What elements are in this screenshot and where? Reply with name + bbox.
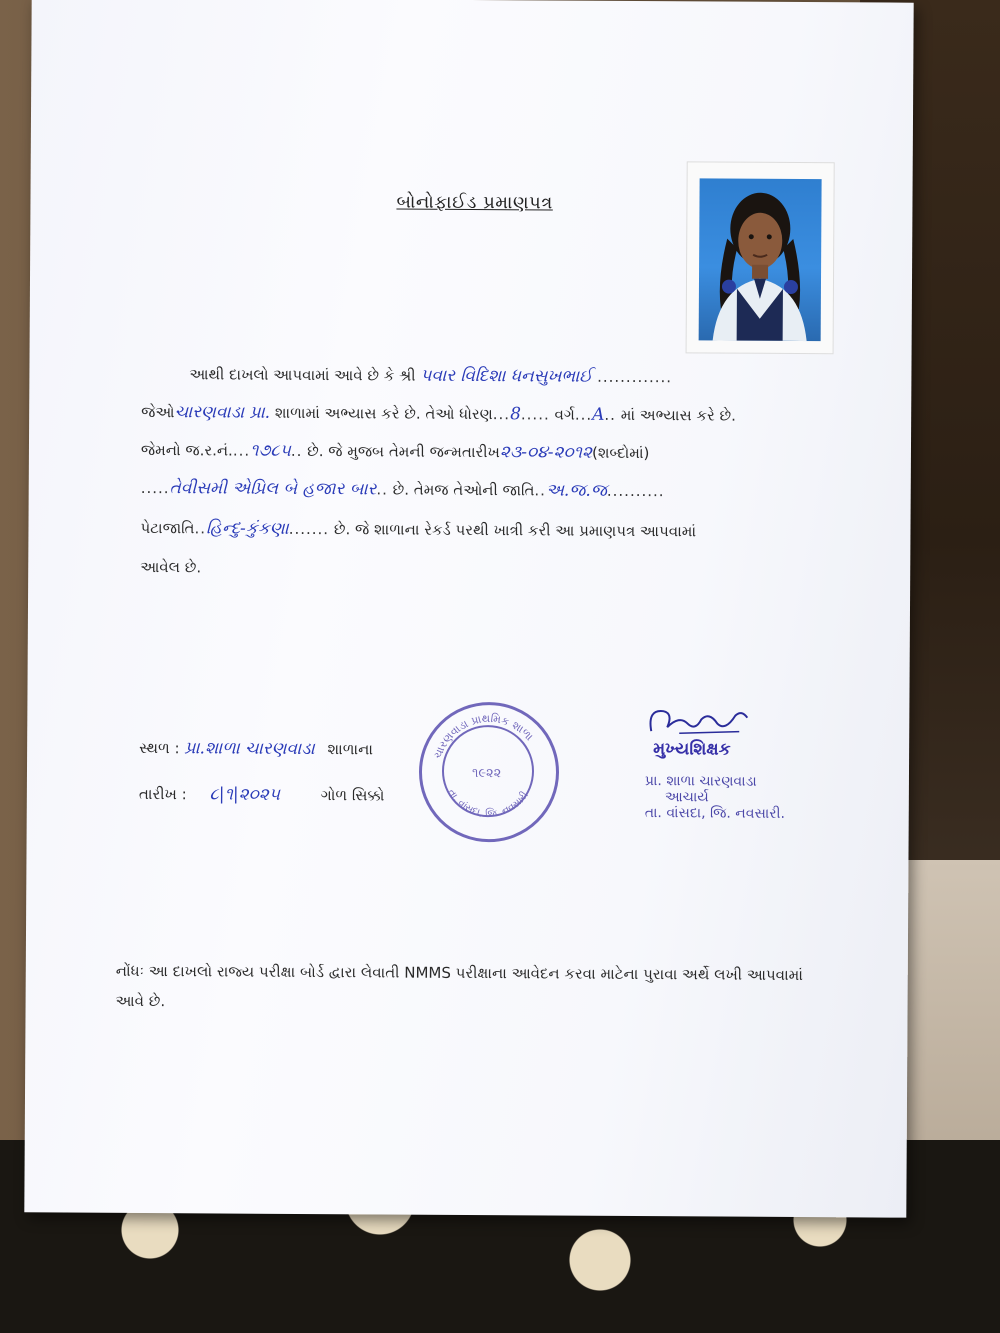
background-shelf bbox=[900, 860, 1000, 1160]
dotted-leader: .. bbox=[290, 441, 303, 460]
footnote: નોંધઃ આ દાખલો રાજ્ય પરીક્ષા બોર્ડ દ્વારા લેવાતી NMMS પરીક્ષાના આવેદન કરવા માટેના પુરાવા અર્થે લખી આપવામાં આવે છે. bbox=[115, 961, 804, 1011]
line-5-text-1: છે. જે શાળાના રેકર્ડ પરથી ખાત્રી કરી આ પ્રમાણપત્ર આપવામાં bbox=[333, 520, 697, 541]
svg-text:તા. વાંસદા, જિ. નવસારી bbox=[445, 787, 531, 820]
place-label: સ્થળ : bbox=[139, 738, 180, 758]
line-2-text-1: શાળામાં અભ્યાસ કરે છે. તેઓ ધોરણ bbox=[274, 403, 493, 424]
signature-location: તા. વાંસદા, જિ. નવસારી. bbox=[644, 805, 785, 822]
caste-value: અ.જ.જ bbox=[545, 480, 607, 501]
date-of-birth: ૨૩-૦૪-૨૦૧૨ bbox=[499, 442, 593, 463]
dotted-leader: .. bbox=[604, 405, 617, 424]
certificate-paper bbox=[24, 0, 913, 1218]
dotted-leader: ... bbox=[574, 405, 593, 424]
dotted-leader: .. bbox=[376, 480, 388, 499]
school-name-handwritten: ચારણવાડા પ્રા. bbox=[174, 402, 271, 423]
line-4-text-1: છે. તેમજ તેઓની જાતિ bbox=[392, 480, 535, 500]
line-2 bbox=[141, 402, 736, 426]
gr-number: ૧૭૮૫ bbox=[250, 440, 291, 461]
dotted-leader: ... bbox=[232, 441, 251, 460]
dotted-leader: ............. bbox=[597, 367, 673, 387]
school-round-stamp bbox=[419, 702, 560, 843]
dotted-leader: .. bbox=[194, 519, 207, 538]
standard-value: 8 bbox=[510, 404, 521, 425]
line-1 bbox=[189, 364, 672, 387]
dotted-leader: ... bbox=[492, 405, 511, 424]
date-row bbox=[139, 784, 385, 805]
dotted-leader: .. bbox=[534, 481, 547, 500]
student-name: પવાર વિદિશા ધનસુખભાઈ bbox=[420, 365, 593, 387]
dotted-leader: ..... bbox=[520, 405, 550, 424]
line-3-suffix: (શબ્દોમાં) bbox=[591, 443, 650, 463]
line-4 bbox=[141, 478, 665, 501]
place-value: પ્રા.શાળા ચારણવાડા bbox=[184, 738, 315, 760]
subcaste-value: હિન્દુ-કુંકણા bbox=[205, 518, 289, 539]
line-5-prefix: પેટાજાતિ bbox=[140, 518, 195, 538]
certificate-title: બોનોફાઈડ પ્રમાણપત્ર bbox=[396, 191, 553, 214]
line-3-text-1: છે. જે મુજબ તેમની જન્મતારીખ bbox=[307, 442, 500, 462]
school-seal-label-2: ગોળ સિક્કો bbox=[320, 786, 385, 805]
stamp-bottom-text: તા. વાંસદા, જિ. નવસારી bbox=[445, 787, 531, 820]
place-row bbox=[139, 738, 373, 759]
dotted-leader: ....... bbox=[288, 519, 330, 539]
dotted-leader: .......... bbox=[606, 481, 665, 501]
line-1-prefix: આથી દાખલો આપવામાં આવે છે કે શ્રી bbox=[189, 365, 416, 385]
date-label: તારીખ : bbox=[138, 784, 187, 804]
signature-role: આચાર્ય bbox=[664, 789, 709, 806]
dotted-leader: ..... bbox=[140, 478, 170, 498]
line-2-prefix: જેઓ bbox=[141, 402, 175, 422]
signature-scribble bbox=[639, 701, 759, 742]
headmaster-signature-block bbox=[639, 701, 829, 822]
school-seal-label-1: શાળાના bbox=[327, 740, 374, 759]
stamp-inner-text: ૧૯૨૨ bbox=[471, 766, 502, 782]
signature-school: પ્રા. શાળા ચારણવાડા bbox=[644, 773, 757, 790]
line-2-text-2: વર્ગ bbox=[554, 405, 575, 424]
line-3-prefix: જેમનો જ.ર.નં. bbox=[140, 440, 233, 460]
line-2-text-3: માં અભ્યાસ કરે છે. bbox=[620, 405, 736, 425]
dob-in-words: તેવીસમી એપ્રિલ બે હજાર બાર bbox=[169, 478, 377, 500]
svg-text:ચારણવાડા પ્રાથમિક શાળા bbox=[431, 712, 536, 761]
line-3 bbox=[141, 440, 650, 463]
stamp-ring-text: ચારણવાડા પ્રાથમિક શાળા bbox=[431, 711, 536, 761]
line-6: આવેલ છે. bbox=[140, 557, 202, 577]
date-value: ૮|૧|૨૦૨૫ bbox=[209, 784, 281, 805]
division-value: A bbox=[592, 404, 605, 425]
headmaster-title: મુખ્યશિક્ષક bbox=[653, 739, 731, 760]
line-5 bbox=[140, 518, 696, 541]
